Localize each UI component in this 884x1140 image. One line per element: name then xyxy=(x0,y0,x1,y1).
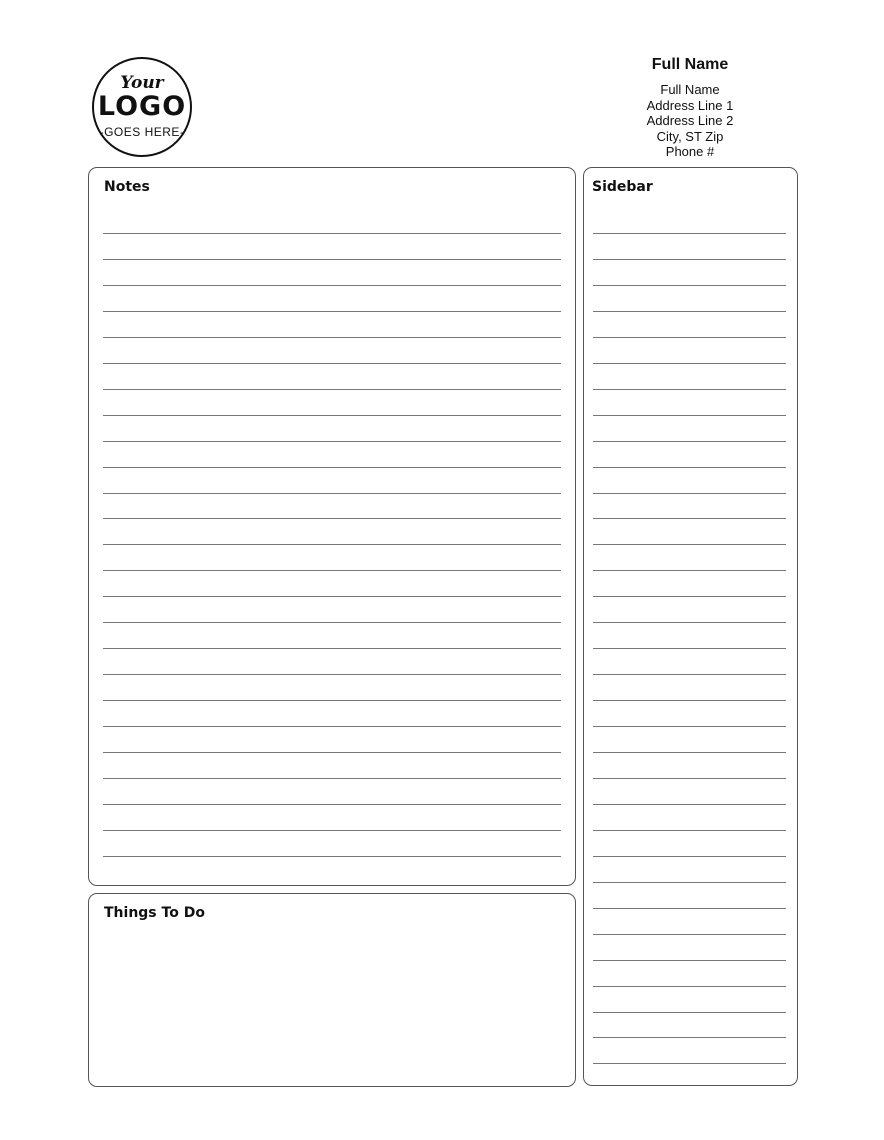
logo-text-your: Your xyxy=(120,73,164,93)
writing-line xyxy=(593,700,786,701)
writing-line xyxy=(103,441,561,442)
contact-block xyxy=(600,55,780,160)
writing-line xyxy=(103,311,561,312)
writing-line xyxy=(593,570,786,571)
writing-line xyxy=(593,311,786,312)
writing-line xyxy=(103,415,561,416)
writing-line xyxy=(593,493,786,494)
writing-line xyxy=(103,493,561,494)
writing-line xyxy=(593,1037,786,1038)
writing-line xyxy=(593,363,786,364)
writing-line xyxy=(593,830,786,831)
writing-line xyxy=(593,415,786,416)
contact-address-line-1: Address Line 1 xyxy=(646,97,734,113)
writing-line xyxy=(593,856,786,857)
sidebar-panel xyxy=(583,167,798,1086)
writing-line xyxy=(103,830,561,831)
logo-text-goes-here: -GOES HERE- xyxy=(99,125,185,139)
contact-address-line-2: Address Line 2 xyxy=(646,113,734,128)
writing-line xyxy=(593,1063,786,1064)
writing-line xyxy=(593,544,786,545)
contact-city-state-zip: City, ST Zip xyxy=(656,128,724,144)
writing-line xyxy=(593,389,786,390)
writing-line xyxy=(593,986,786,987)
writing-line xyxy=(103,752,561,753)
notes-panel xyxy=(88,167,576,886)
writing-line xyxy=(593,778,786,779)
writing-line xyxy=(103,518,561,519)
sidebar-title: Sidebar xyxy=(592,179,653,195)
logo xyxy=(92,57,192,157)
writing-line xyxy=(593,259,786,260)
writing-line xyxy=(593,648,786,649)
writing-line xyxy=(103,700,561,701)
things-to-do-title: Things To Do xyxy=(104,905,205,921)
writing-line xyxy=(103,596,561,597)
writing-line xyxy=(103,648,561,649)
writing-line xyxy=(593,960,786,961)
writing-line xyxy=(103,570,561,571)
writing-line xyxy=(103,778,561,779)
writing-line xyxy=(103,259,561,260)
writing-line xyxy=(593,726,786,727)
writing-line xyxy=(593,233,786,234)
writing-line xyxy=(593,596,786,597)
writing-line xyxy=(103,726,561,727)
writing-line xyxy=(103,363,561,364)
writing-line xyxy=(593,518,786,519)
writing-line xyxy=(593,882,786,883)
writing-line xyxy=(593,337,786,338)
writing-line xyxy=(103,674,561,675)
writing-line xyxy=(593,441,786,442)
writing-line xyxy=(103,467,561,468)
writing-line xyxy=(103,622,561,623)
writing-line xyxy=(103,337,561,338)
writing-line xyxy=(593,934,786,935)
writing-line xyxy=(103,389,561,390)
notes-title: Notes xyxy=(104,179,150,195)
logo-text-logo: LOGO xyxy=(97,91,187,122)
writing-line xyxy=(593,467,786,468)
writing-line xyxy=(593,752,786,753)
writing-line xyxy=(593,622,786,623)
writing-line xyxy=(593,674,786,675)
writing-line xyxy=(593,804,786,805)
contact-phone: Phone # xyxy=(665,144,715,159)
writing-line xyxy=(103,233,561,234)
contact-heading: Full Name xyxy=(651,56,729,73)
writing-line xyxy=(103,856,561,857)
writing-line xyxy=(103,285,561,286)
contact-full-name: Full Name xyxy=(660,82,720,97)
writing-line xyxy=(103,544,561,545)
things-to-do-panel xyxy=(88,893,576,1087)
writing-line xyxy=(593,1012,786,1013)
writing-line xyxy=(593,908,786,909)
writing-line xyxy=(593,285,786,286)
writing-line xyxy=(103,804,561,805)
